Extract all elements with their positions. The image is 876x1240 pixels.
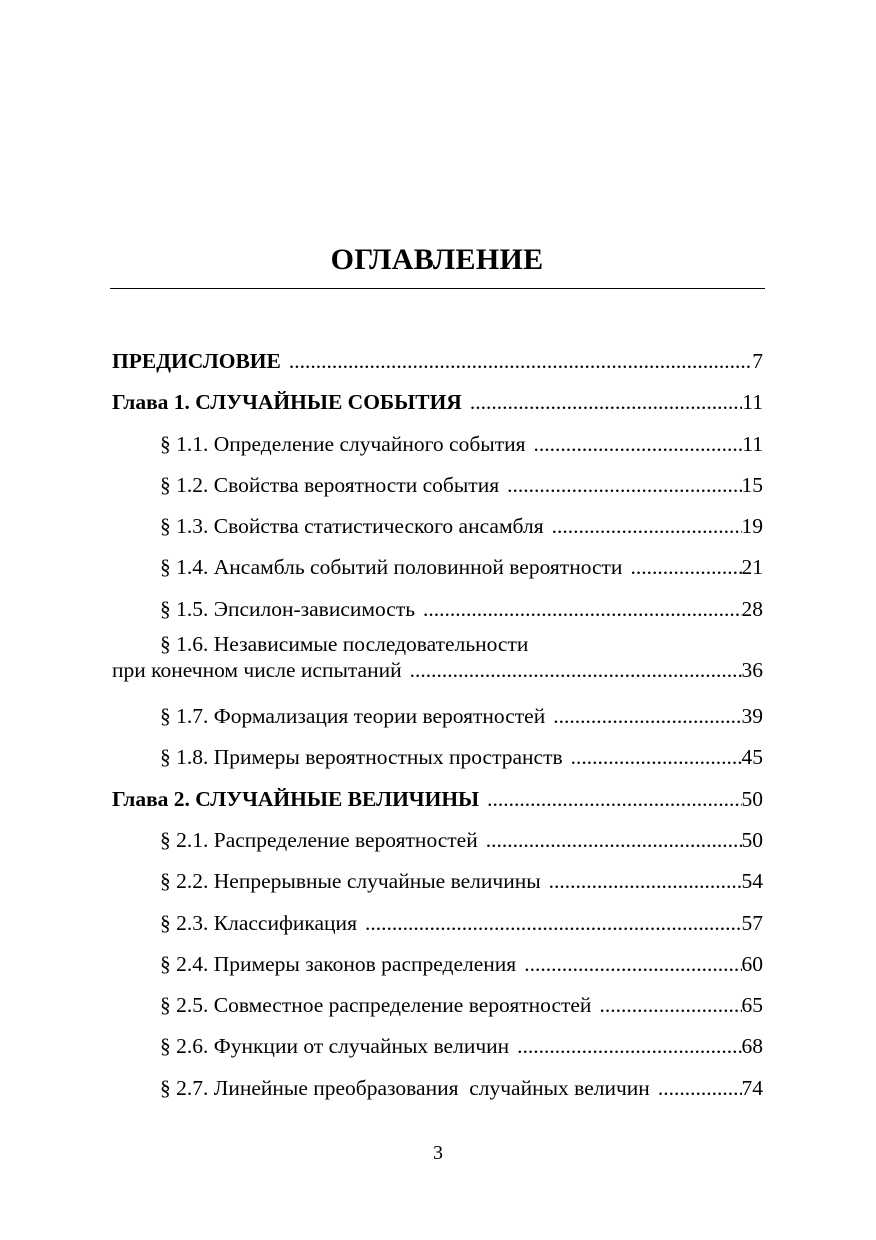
toc-entry-page: 74 [741,1075,763,1100]
toc-entry-label: ПРЕДИСЛОВИЕ [112,349,281,373]
toc-entry-label-continued: при конечном числе испытаний [112,658,402,683]
toc-entry-page: 11 [742,431,763,456]
toc-entry-label: § 2.1. Распределение вероятностей [160,827,478,852]
toc-entry-label: § 1.2. Свойства вероятности события [160,472,500,497]
toc-entry-label: § 2.5. Совместное распределение вероятностей [160,993,592,1018]
toc-entry-section-2-2 [112,860,763,901]
toc-entry-label: § 2.3. Классификация [160,910,357,935]
dot-leader [365,910,742,936]
toc-entry-page: 15 [741,472,763,497]
toc-entry-page: 19 [741,514,763,539]
toc-entry-label: § 2.4. Примеры законов распределения [160,951,517,976]
toc-entry-page: 50 [741,786,763,811]
toc-entry-section-2-4 [112,943,763,984]
toc-entry-label: § 1.5. Эпсилон-зависимость [160,596,416,621]
dot-leader [486,827,742,853]
toc-entry-section-2-1 [112,819,763,860]
toc-entry-page: 68 [741,1034,763,1059]
dot-leader [658,1075,742,1101]
toc-entry-label: § 1.3. Свойства статистического ансамбля [160,514,544,539]
toc-entry-page: 57 [741,910,763,935]
toc-entry-chapter-2 [112,778,763,819]
toc-entry-label: § 1.8. Примеры вероятностных пространств [160,745,563,770]
toc-entry-section-2-5 [112,984,763,1025]
toc-entry-label: § 1.4. Ансамбль событий половинной вероятности [160,555,623,580]
toc-entry-preface [112,340,763,381]
title-underline [110,288,765,289]
dot-leader [289,348,752,374]
toc-entry-page: 60 [741,951,763,976]
toc-entry-section-1-6 [112,629,763,695]
dot-leader [487,786,741,812]
dot-leader [423,596,741,622]
toc-entry-page: 36 [741,658,763,683]
page-title: ОГЛАВЛЕНИЕ [330,243,544,276]
toc-entry-page: 11 [742,390,763,415]
toc-entry-label: § 2.6. Функции от случайных величин [160,1034,510,1059]
toc-entry-section-1-8 [112,736,763,777]
dot-leader [470,389,742,415]
dot-leader [599,992,741,1018]
toc-entry-continuation [112,657,763,683]
toc-entry-page: 54 [741,869,763,894]
dot-leader [507,472,741,498]
page-number: 3 [433,1142,443,1164]
toc-entry-page: 65 [741,993,763,1018]
toc-entry-label: Глава 2. СЛУЧАЙНЫЕ ВЕЛИЧИНЫ [112,786,480,811]
dot-leader [524,951,741,977]
toc-entry-label: § 2.7. Линейные преобразования случайных величин [160,1075,650,1100]
toc-entry-section-2-7 [112,1067,763,1108]
toc-entry-section-1-4 [112,546,763,587]
toc-entry-section-2-6 [112,1025,763,1066]
dot-leader [630,554,741,580]
toc-entry-section-1-5 [112,588,763,629]
toc-entry-label: § 2.2. Непрерывные случайные величины [160,869,541,894]
toc-entry-label: Глава 1. СЛУЧАЙНЫЕ СОБЫТИЯ [112,390,462,415]
toc-entry-section-1-7 [112,695,763,736]
dot-leader [517,1033,741,1059]
toc-entry-page: 21 [741,555,763,580]
toc-entry-section-1-1 [112,423,763,464]
table-of-contents [112,340,763,1108]
toc-entry-section-1-3 [112,505,763,546]
toc-entry-page: 28 [741,596,763,621]
toc-entry-page: 39 [741,704,763,729]
toc-entry-label: § 1.7. Формализация теории вероятностей [160,704,546,729]
dot-leader [534,431,743,457]
dot-leader [571,744,742,770]
toc-entry-section-1-2 [112,464,763,505]
dot-leader [549,868,742,894]
dot-leader [552,513,742,539]
toc-entry-label: § 1.6. Независимые последовательности [160,632,529,657]
toc-entry-page: 7 [752,349,763,373]
dot-leader [410,657,742,683]
toc-entry-label: § 1.1. Определение случайного события [160,431,526,456]
toc-entry-chapter-1 [112,381,763,422]
toc-entry-section-2-3 [112,902,763,943]
toc-entry-page: 50 [741,827,763,852]
toc-entry-page: 45 [741,745,763,770]
dot-leader [553,703,741,729]
